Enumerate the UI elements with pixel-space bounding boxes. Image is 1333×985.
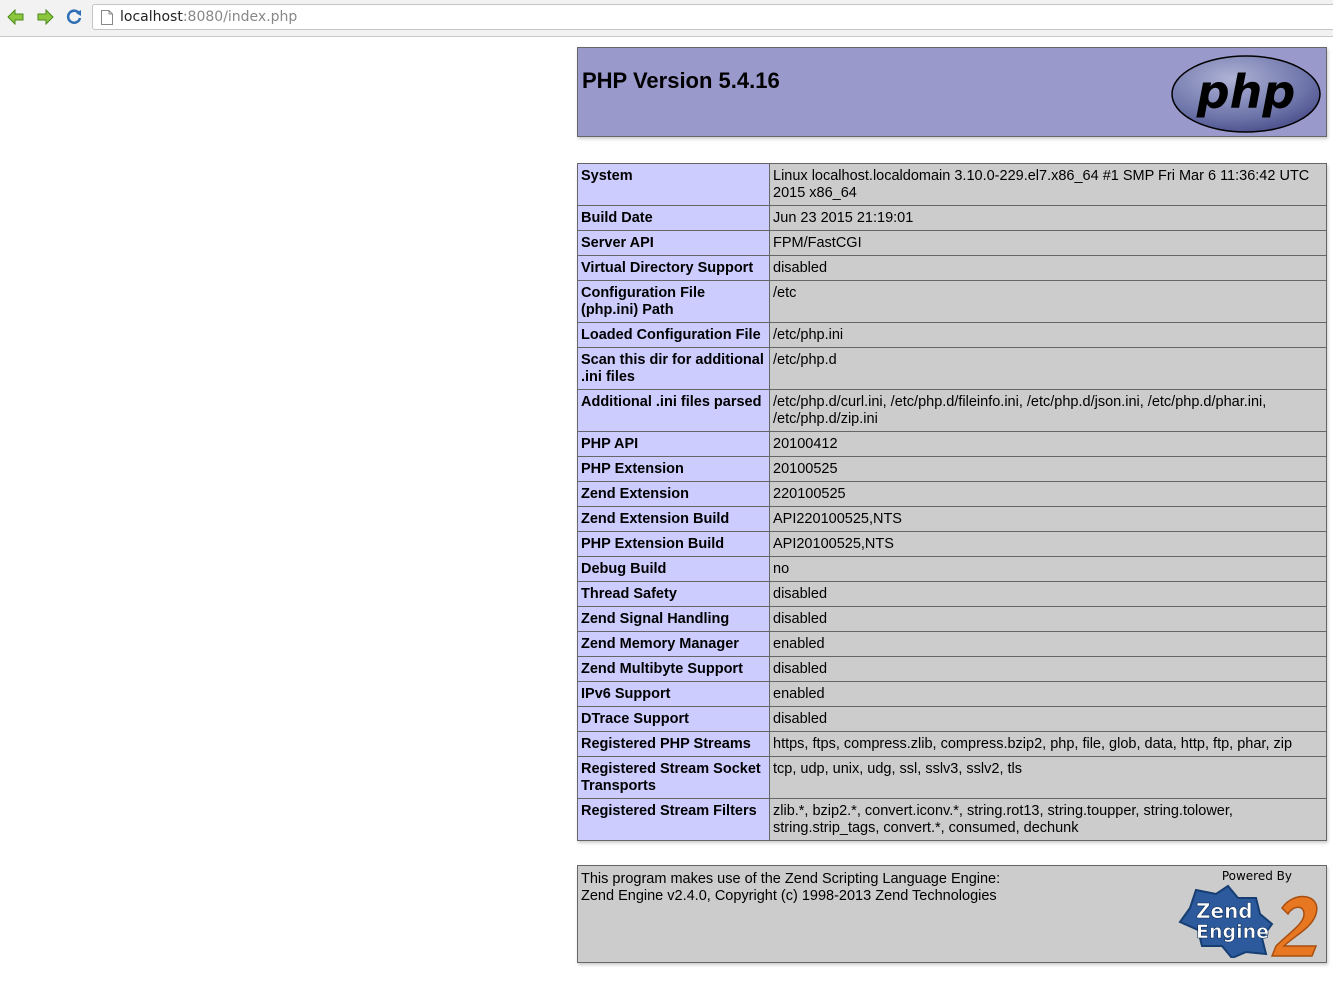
info-value: disabled xyxy=(770,582,1327,607)
info-row xyxy=(578,348,1327,390)
zend-logo-text-1: Zend xyxy=(1196,899,1253,923)
info-label: Registered PHP Streams xyxy=(578,732,770,757)
info-label: IPv6 Support xyxy=(578,682,770,707)
info-row xyxy=(578,582,1327,607)
php-logo-icon[interactable] xyxy=(1170,54,1322,134)
info-label: Scan this dir for additional .ini files xyxy=(578,348,770,390)
url-path: :8080/index.php xyxy=(182,9,298,25)
powered-by-label: Powered By xyxy=(1221,869,1292,883)
info-row xyxy=(578,231,1327,256)
info-row xyxy=(578,390,1327,432)
info-value: zlib.*, bzip2.*, convert.iconv.*, string.rot13, string.toupper, string.tolower, string.strip_tags, convert.*, consumed, dechunk xyxy=(770,799,1327,841)
info-label: PHP Extension Build xyxy=(578,532,770,557)
page-icon xyxy=(101,10,113,25)
zend-footer xyxy=(577,865,1327,963)
info-value: 20100412 xyxy=(770,432,1327,457)
info-value: no xyxy=(770,557,1327,582)
info-label: Server API xyxy=(578,231,770,256)
reload-icon xyxy=(65,8,83,26)
info-row xyxy=(578,607,1327,632)
zend-engine-logo-icon[interactable] xyxy=(1176,884,1322,958)
info-value: 20100525 xyxy=(770,457,1327,482)
info-label: Additional .ini files parsed xyxy=(578,390,770,432)
info-value: https, ftps, compress.zlib, compress.bzip2, php, file, glob, data, http, ftp, phar, zip xyxy=(770,732,1327,757)
info-label: Zend Extension xyxy=(578,482,770,507)
info-label: Zend Memory Manager xyxy=(578,632,770,657)
info-table xyxy=(577,163,1327,841)
footer-line-1: This program makes use of the Zend Scripting Language Engine: xyxy=(581,871,1001,887)
info-value: /etc/php.ini xyxy=(770,323,1327,348)
browser-toolbar xyxy=(0,0,1333,37)
info-row xyxy=(578,507,1327,532)
info-label: Loaded Configuration File xyxy=(578,323,770,348)
info-row xyxy=(578,164,1327,206)
info-value: Jun 23 2015 21:19:01 xyxy=(770,206,1327,231)
info-label: Registered Stream Socket Transports xyxy=(578,757,770,799)
info-row xyxy=(578,657,1327,682)
url-host: localhost xyxy=(120,9,183,25)
info-row xyxy=(578,323,1327,348)
info-label: PHP API xyxy=(578,432,770,457)
info-row xyxy=(578,482,1327,507)
info-row xyxy=(578,256,1327,281)
info-label: Registered Stream Filters xyxy=(578,799,770,841)
info-label: DTrace Support xyxy=(578,707,770,732)
info-value: API20100525,NTS xyxy=(770,532,1327,557)
version-header xyxy=(577,47,1327,137)
info-value: /etc/php.d xyxy=(770,348,1327,390)
info-label: PHP Extension xyxy=(578,457,770,482)
info-label: Zend Extension Build xyxy=(578,507,770,532)
info-label: System xyxy=(578,164,770,206)
info-row xyxy=(578,532,1327,557)
info-row xyxy=(578,707,1327,732)
forward-arrow-icon xyxy=(36,9,54,25)
info-value: disabled xyxy=(770,607,1327,632)
info-value: tcp, udp, unix, udg, ssl, sslv3, sslv2, tls xyxy=(770,757,1327,799)
address-bar[interactable] xyxy=(92,4,1333,30)
info-row xyxy=(578,682,1327,707)
info-row xyxy=(578,632,1327,657)
info-value: disabled xyxy=(770,657,1327,682)
zend-logo-text-2: Engine xyxy=(1196,921,1270,943)
back-arrow-icon xyxy=(7,9,25,25)
info-row xyxy=(578,432,1327,457)
info-row xyxy=(578,732,1327,757)
info-row xyxy=(578,799,1327,841)
info-value: disabled xyxy=(770,707,1327,732)
info-label: Virtual Directory Support xyxy=(578,256,770,281)
info-value: API220100525,NTS xyxy=(770,507,1327,532)
info-label: Debug Build xyxy=(578,557,770,582)
info-label: Build Date xyxy=(578,206,770,231)
info-label: Zend Multibyte Support xyxy=(578,657,770,682)
reload-button[interactable] xyxy=(63,6,85,28)
php-logo-text: php xyxy=(1196,65,1296,119)
footer-line-2: Zend Engine v2.4.0, Copyright (c) 1998-2013 Zend Technologies xyxy=(581,888,997,904)
info-label: Thread Safety xyxy=(578,582,770,607)
info-value: /etc xyxy=(770,281,1327,323)
url-text[interactable] xyxy=(120,9,297,25)
info-label: Zend Signal Handling xyxy=(578,607,770,632)
info-value: enabled xyxy=(770,682,1327,707)
info-label: Configuration File (php.ini) Path xyxy=(578,281,770,323)
info-value: /etc/php.d/curl.ini, /etc/php.d/fileinfo.ini, /etc/php.d/json.ini, /etc/php.d/phar.ini, /etc/php.d/zip.ini xyxy=(770,390,1327,432)
page-title: PHP Version 5.4.16 xyxy=(582,68,780,93)
info-value: FPM/FastCGI xyxy=(770,231,1327,256)
info-value: 220100525 xyxy=(770,482,1327,507)
info-value: Linux localhost.localdomain 3.10.0-229.el7.x86_64 #1 SMP Fri Mar 6 11:36:42 UTC 2015 x86_64 xyxy=(770,164,1327,206)
info-row xyxy=(578,206,1327,231)
back-button[interactable] xyxy=(5,6,27,28)
info-value: disabled xyxy=(770,256,1327,281)
info-row xyxy=(578,757,1327,799)
forward-button[interactable] xyxy=(34,6,56,28)
phpinfo-content xyxy=(577,47,1327,963)
info-row xyxy=(578,281,1327,323)
info-value: enabled xyxy=(770,632,1327,657)
info-row xyxy=(578,557,1327,582)
info-row xyxy=(578,457,1327,482)
